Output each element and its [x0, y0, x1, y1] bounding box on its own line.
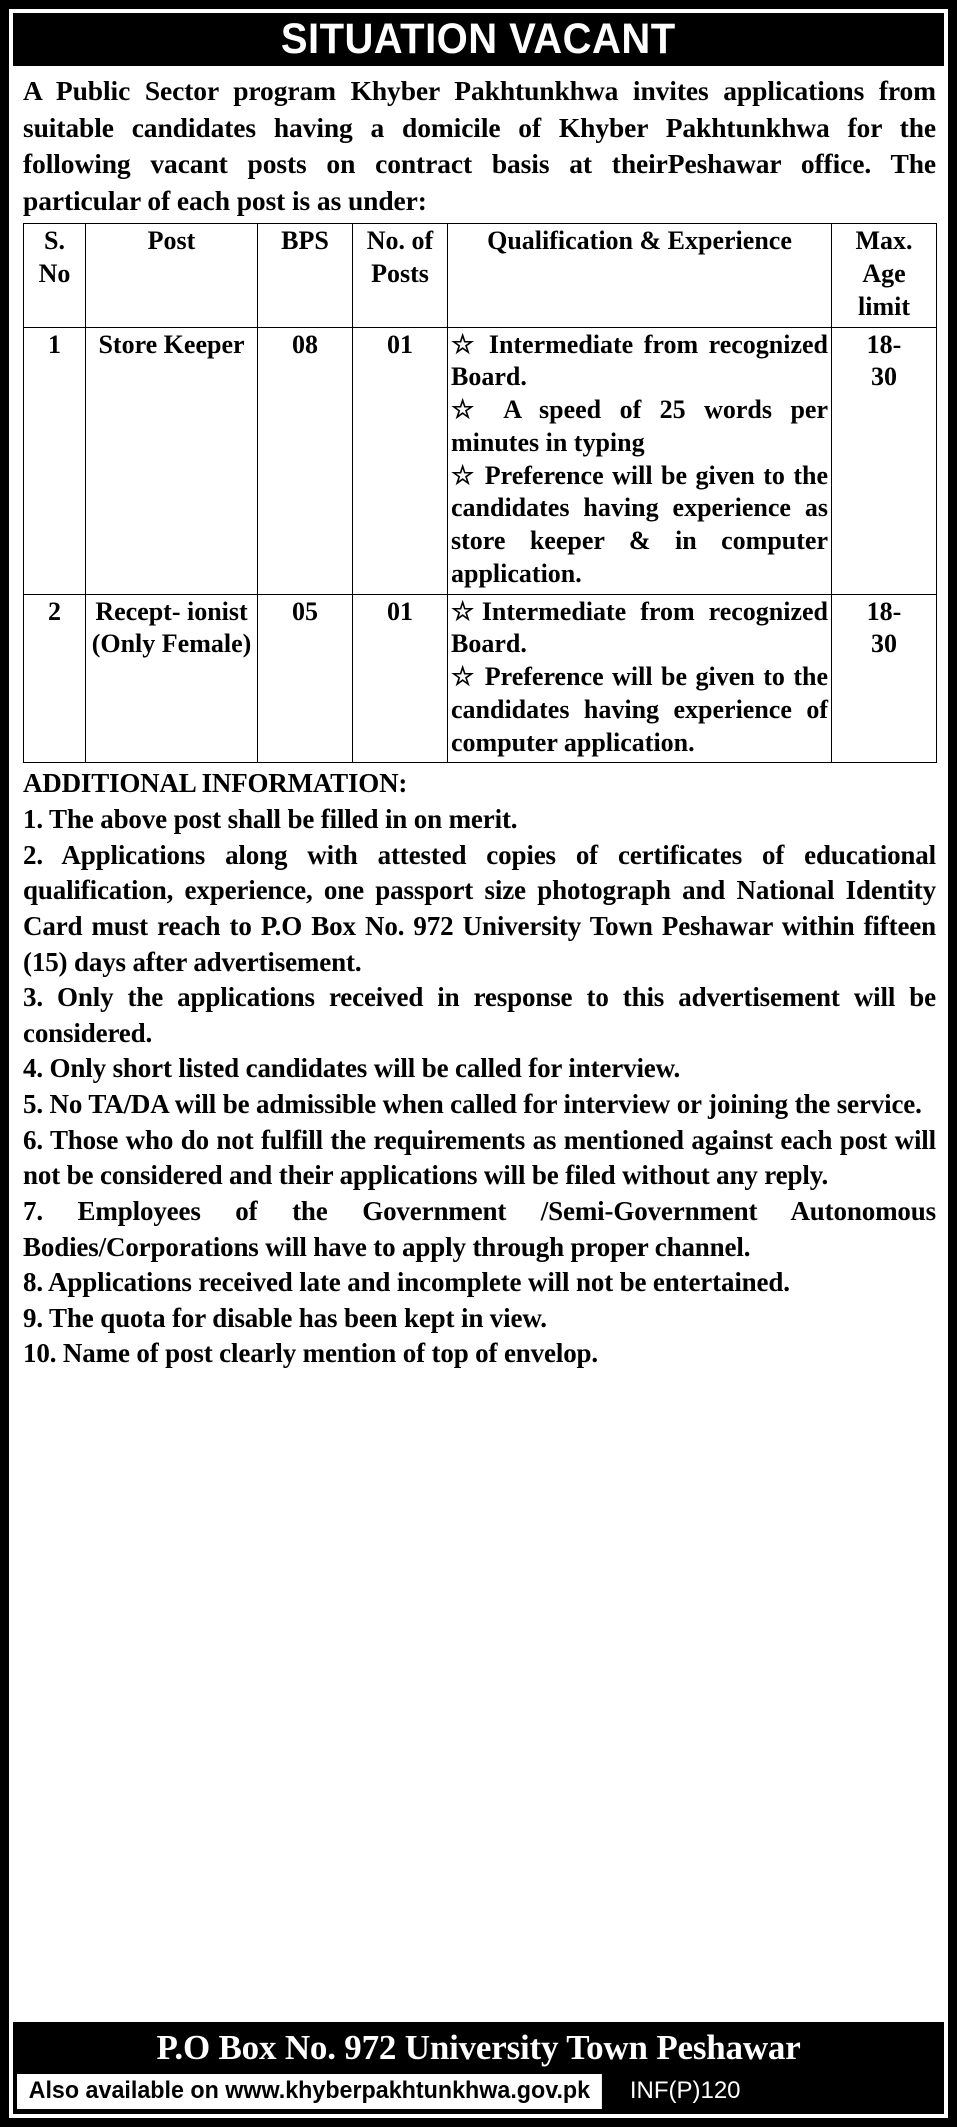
additional-information-item: 10. Name of post clearly mention of top of envelop.: [23, 1338, 599, 1369]
page-title: SITUATION VACANT: [281, 15, 676, 63]
po-box-address: P.O Box No. 972 University Town Peshawar: [156, 2028, 801, 2068]
cell-bps: 05: [258, 594, 353, 763]
age-limit-part: 30: [871, 362, 897, 392]
jobs-table-wrapper: [13, 221, 944, 763]
cell-serial-number: 2: [24, 594, 86, 763]
additional-information-item: 8. Applications received late and incomplete will not be entertained.: [23, 1267, 790, 1298]
cell-post-name: Store Keeper: [86, 327, 258, 594]
cell-age-limit: [832, 327, 937, 594]
table-row: [24, 594, 937, 763]
intro-text: A Public Sector program Khyber Pakhtunkhwa invites applications from suitable candidates having a domicile of Khyber Pakhtunkhwa for the following vacant posts on contract basis at theirPeshawar office. The particular of each post is as under:: [23, 75, 936, 216]
qualification-line: ☆Intermediate from recognized Board.: [451, 596, 828, 659]
cell-post-name: Recept- ionist (Only Female): [86, 594, 258, 763]
additional-information-item: 9. The quota for disable has been kept in view.: [23, 1302, 547, 1333]
column-header-sno: S. No: [24, 224, 86, 327]
age-limit-part: 30: [871, 629, 897, 659]
jobs-table-head: [24, 224, 937, 327]
cell-age-limit: [832, 594, 937, 763]
additional-information-section: [13, 763, 944, 1372]
cell-qualification: [448, 594, 832, 763]
additional-information-item: 4. Only short listed candidates will be called for interview.: [23, 1053, 681, 1084]
footer-bottom-row: [17, 2074, 940, 2109]
qualification-line: ☆ Preference will be given to the candidates having experience as store keeper & in computer application.: [451, 460, 828, 588]
intro-paragraph: [13, 66, 944, 221]
jobs-table: [23, 223, 937, 763]
additional-information-item: 6. Those who do not fulfill the requirements as mentioned against each post will not be considered and their applications will be filed without any reply.: [23, 1124, 936, 1191]
cell-serial-number: 1: [24, 327, 86, 594]
cell-number-of-posts: 01: [353, 594, 448, 763]
additional-information-item: 2. Applications along with attested copies of certificates of educational qualification, experience, one passport size photograph and National Identity Card must reach to P.O Box No. 972 University Town Peshawar within fifteen (15) days after advertisement.: [23, 839, 936, 977]
qualification-line: ☆ A speed of 25 words per minutes in typing: [451, 395, 828, 457]
table-header-row: [24, 224, 937, 327]
ad-title-bar: [13, 13, 944, 66]
column-header-num-posts: No. of Posts: [353, 224, 448, 327]
additional-information-item: 1. The above post shall be filled in on merit.: [23, 804, 518, 834]
column-header-bps: BPS: [258, 224, 353, 327]
age-limit-part: 18-: [866, 596, 902, 626]
cell-qualification: [448, 327, 832, 594]
website-availability-note[interactable]: Also available on www.khyberpakhtunkhwa.gov.pk: [17, 2074, 602, 2109]
ad-footer: [13, 2022, 944, 2114]
additional-information-heading: ADDITIONAL INFORMATION:: [23, 768, 408, 799]
cell-number-of-posts: 01: [353, 327, 448, 594]
column-header-age-limit: Max. Age limit: [832, 224, 937, 327]
qualification-line: ☆ Intermediate from recognized Board.: [451, 329, 828, 392]
additional-information-item: 7. Employees of the Government /Semi-Government Autonomous Bodies/Corporations will have to apply through proper channel.: [23, 1195, 936, 1262]
inf-reference-code: INF(P)120: [629, 2076, 741, 2104]
additional-information-item: 5. No TA/DA will be admissible when called for interview or joining the service.: [23, 1089, 922, 1119]
age-limit-part: 18-: [866, 329, 902, 359]
additional-information-list: [23, 802, 936, 1372]
qualification-line: ☆ Preference will be given to the candidates having experience of computer application.: [451, 662, 828, 757]
cell-bps: 08: [258, 327, 353, 594]
jobs-table-body: [24, 327, 937, 763]
table-row: [24, 327, 937, 594]
column-header-post: Post: [86, 224, 258, 327]
additional-information-item: 3. Only the applications received in response to this advertisement will be considered.: [23, 982, 936, 1048]
column-header-qualification: Qualification & Experience: [448, 224, 832, 327]
